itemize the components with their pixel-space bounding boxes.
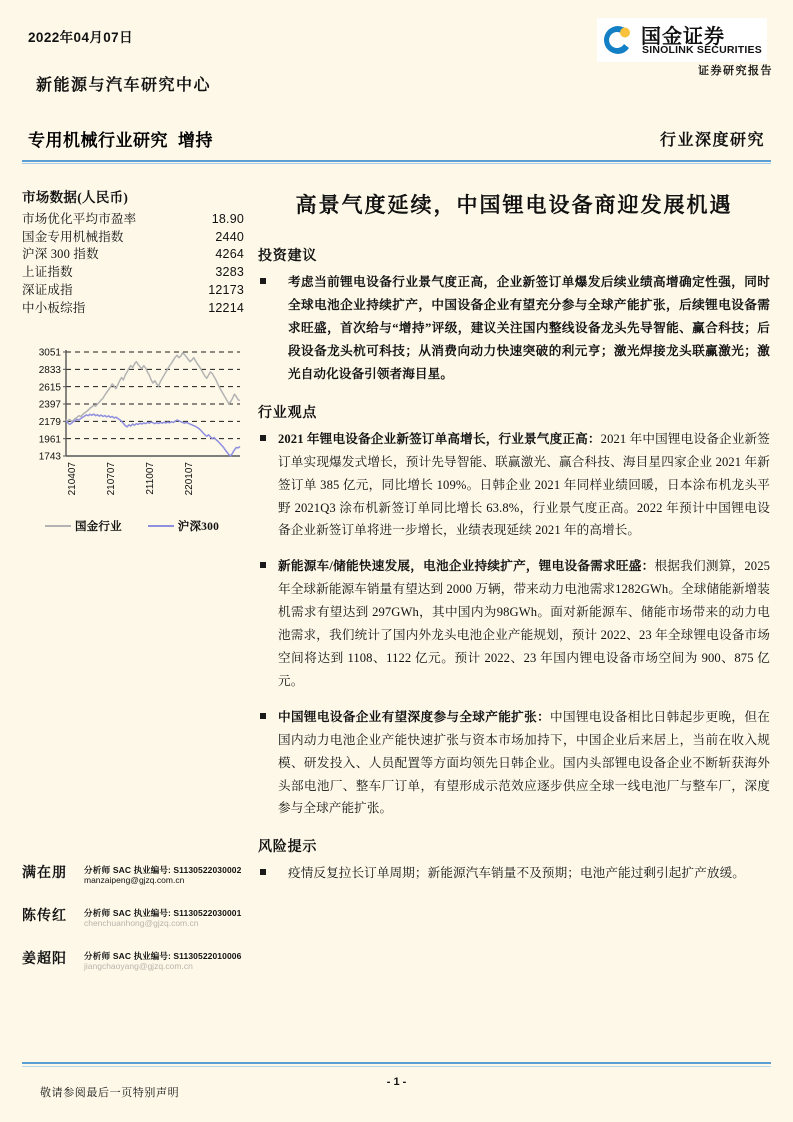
bullet-rest: 2021 年中国锂电设备企业新签订单实现爆发式增长，预计先导智能、联赢激光、赢合科技、海目星四家企业 2021 年新签订单 385 亿元，同比增长 109%。日韩企业 2021 年同样业绩回暖，日本涂布机龙头平野 2021Q3 涂布机新签订单同比增长 63.8%，行业景气度正高。2022 年预计中国锂电设备企业新签订单将进一步增长，业绩表现延续 2021 年的高增长。 xyxy=(278,431,770,538)
analyst-email[interactable]: chenchuanhong@gjzq.com.cn xyxy=(84,918,199,928)
bullet-body xyxy=(278,706,770,821)
legend-label: 沪深300 xyxy=(177,521,220,533)
bullet-square-icon xyxy=(258,271,278,386)
list-item xyxy=(258,555,770,692)
footer-disclaimer: 敬请参阅最后一页特别声明 xyxy=(40,1087,180,1099)
page-number: - 1 - xyxy=(386,1076,407,1088)
market-row-value: 2440 xyxy=(215,229,244,244)
market-row-label: 中小板综指 xyxy=(22,301,86,316)
bullet-lead: 中国锂电设备企业有望深度参与全球产能扩张： xyxy=(278,709,551,724)
analyst-role: 分析师 xyxy=(84,908,111,918)
market-data-body xyxy=(22,210,244,318)
industry-name: 专用机械行业研究 xyxy=(28,131,168,150)
footer-divider-thin xyxy=(22,1066,771,1067)
svg-text:220107: 220107 xyxy=(184,462,195,496)
market-data-table xyxy=(22,210,244,318)
market-row-label: 国金专用机械指数 xyxy=(22,229,124,244)
market-row-label: 深证成指 xyxy=(22,283,73,298)
analyst-entry xyxy=(22,862,254,892)
section-heading-investment-advice: 投资建议 xyxy=(258,249,318,265)
bullet-body xyxy=(278,555,770,692)
svg-text:1961: 1961 xyxy=(38,434,61,446)
market-row-label: 沪深 300 指数 xyxy=(22,247,99,262)
analyst-sac-number: S1130522030002 xyxy=(173,865,242,875)
market-row-value: 3283 xyxy=(215,265,244,280)
list-item xyxy=(258,706,770,821)
svg-text:210707: 210707 xyxy=(106,462,117,496)
svg-text:1743: 1743 xyxy=(38,451,61,463)
bullet-lead: 新能源车/储能快速发展，电池企业持续扩产，锂电设备需求旺盛： xyxy=(278,559,655,574)
market-row-value: 12214 xyxy=(208,301,244,316)
market-data-panel xyxy=(22,186,244,318)
market-row-value: 12173 xyxy=(208,283,244,298)
table-row xyxy=(22,282,244,300)
analyst-sac-label: SAC 执业编号: xyxy=(112,951,171,961)
analyst-sac-number: S1130522030001 xyxy=(173,908,242,918)
svg-text:2397: 2397 xyxy=(38,399,61,411)
list-item xyxy=(258,862,770,885)
analyst-email[interactable]: manzaipeng@gjzq.com.cn xyxy=(84,875,185,885)
header-divider-thin xyxy=(22,163,771,164)
bullet-square-icon xyxy=(258,706,278,821)
bullet-square-icon xyxy=(258,555,278,692)
svg-text:211007: 211007 xyxy=(145,462,156,495)
analyst-name: 满在朋 xyxy=(22,866,67,881)
analyst-role: 分析师 xyxy=(84,951,111,961)
logo-chinese-name: 国金证券 xyxy=(641,26,725,48)
table-row xyxy=(22,246,244,264)
table-row xyxy=(22,210,244,228)
company-logo xyxy=(597,18,775,76)
table-row xyxy=(22,300,244,318)
bullet-rest: 根据我们测算，2025 年全球新能源车销量有望达到 2000 万辆，带来动力电池需求1282GWh。全球储能新增装机需求有望达到 297GWh，其中国内为98GWh。面对新能源车、储能市场带来的动力电池需求，我们统计了国内外龙头电池企业产能规划，预计 2022、23 年全球锂电设备市场空间将达到 1108、1122 亿元。预计 2022、23 年国内锂电设备市场空间为 900、875 亿元。 xyxy=(278,559,770,688)
market-row-value: 18.90 xyxy=(211,211,244,226)
market-row-value: 4264 xyxy=(215,247,244,262)
analyst-email[interactable]: jiangchaoyang@gjzq.com.cn xyxy=(84,961,193,971)
research-center-label: 新能源与汽车研究中心 xyxy=(36,77,212,94)
footer-divider xyxy=(22,1062,771,1064)
logo-subtitle: 证券研究报告 xyxy=(698,65,773,77)
analyst-role: 分析师 xyxy=(84,865,111,875)
legend-item-series-1 xyxy=(148,518,219,534)
analyst-sac-label: SAC 执业编号: xyxy=(112,865,171,875)
market-data-title: 市场数据(人民币) xyxy=(22,190,129,205)
section-heading-risk: 风险提示 xyxy=(258,840,318,856)
analyst-entry xyxy=(22,948,254,978)
section-heading-industry-view: 行业观点 xyxy=(258,405,318,421)
bullet-body xyxy=(278,428,770,543)
svg-text:2833: 2833 xyxy=(38,364,61,376)
logo-english-name: SINOLINK SECURITIES xyxy=(642,44,762,56)
bullet-rest: 中国锂电设备相比日韩起步更晚，但在国内动力电池企业产能快速扩张与资本市场加持下，中国企业后来居上，当前在收入规模、研发投入、人员配置等方面均领先日韩企业。国内头部锂电设备企业不断斩获海外头部电池厂、整车厂订单，有望形成示范效应逐步供应全球一线电池厂与整车厂，深度参与全球产能扩张。 xyxy=(278,709,771,816)
sinolink-mark-icon xyxy=(601,23,635,57)
legend-swatch-icon xyxy=(148,525,174,527)
analyst-entry xyxy=(22,905,254,935)
header-divider xyxy=(22,160,771,162)
bullet-square-icon xyxy=(258,862,278,885)
market-row-label: 市场优化平均市盈率 xyxy=(22,211,137,226)
index-performance-chart xyxy=(18,338,246,543)
industry-research-title xyxy=(28,126,213,151)
analyst-name: 姜超阳 xyxy=(22,952,67,967)
list-item xyxy=(258,271,770,386)
svg-text:2179: 2179 xyxy=(38,416,61,428)
analyst-sac-label: SAC 执业编号: xyxy=(112,908,171,918)
page-title: 高景气度延续，中国锂电设备商迎发展机遇 xyxy=(295,193,733,217)
svg-text:3051: 3051 xyxy=(38,347,61,359)
chart-canvas xyxy=(18,338,246,516)
market-row-label: 上证指数 xyxy=(22,265,73,280)
bullet-body: 疫情反复拉长订单周期；新能源汽车销量不及预期；电池产能过剩引起扩产放缓。 xyxy=(288,866,745,881)
svg-text:2615: 2615 xyxy=(38,382,61,394)
report-date: 2022年04月07日 xyxy=(28,30,133,45)
table-row xyxy=(22,228,244,246)
legend-item-series-0 xyxy=(45,518,122,534)
list-item xyxy=(258,428,770,543)
analyst-list xyxy=(22,862,254,991)
legend-swatch-icon xyxy=(45,525,71,527)
legend-label: 国金行业 xyxy=(74,521,122,533)
table-row xyxy=(22,264,244,282)
rating-badge: 增持 xyxy=(178,131,213,150)
bullet-square-icon xyxy=(258,428,278,543)
main-content xyxy=(258,186,770,898)
analyst-sac-number: S1130522010006 xyxy=(173,951,242,961)
analyst-name: 陈传红 xyxy=(22,909,67,924)
page-header xyxy=(0,0,793,160)
bullet-lead: 2021 年锂电设备企业新签订单高增长，行业景气度正高： xyxy=(278,431,601,446)
chart-legend xyxy=(18,518,246,534)
bullet-body: 考虑当前锂电设备行业景气度正高，企业新签订单爆发后续业绩高增确定性强，同时全球电池企业持续扩产，中国设备企业有望充分参与全球产能扩张，后续锂电设备需求旺盛，首次给与“增持”评级，建议关注国内整线设备龙头先导智能、赢合科技；后段设备龙头杭可科技；从消费向动力快速突破的利元亨；激光焊接龙头联赢激光；激光自动化设备引领者海目星。 xyxy=(288,275,770,381)
report-type-tag: 行业深度研究 xyxy=(659,132,765,149)
svg-text:210407: 210407 xyxy=(67,462,78,496)
